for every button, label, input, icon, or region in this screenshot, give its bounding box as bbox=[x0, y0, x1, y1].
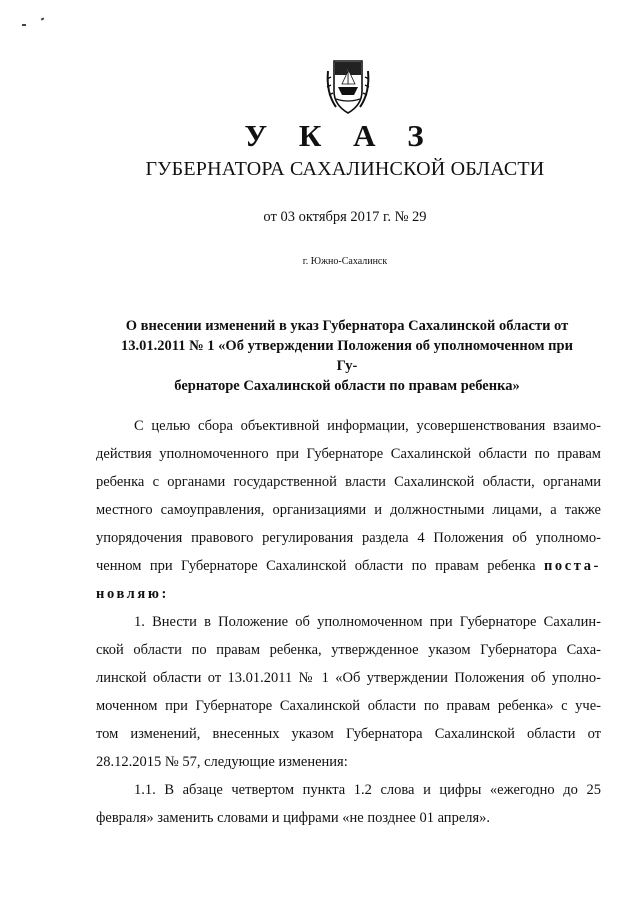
body-line: том изменений, внесенных указом Губернатора Сахалинской области от bbox=[96, 726, 601, 742]
body-line: местного самоуправления, организациями и должностными лицами, а также bbox=[96, 502, 601, 518]
body-line-text: ченном при Губернаторе Сахалинской области по правам ребенка bbox=[96, 558, 544, 574]
body-line: моченном при Губернаторе Сахалинской области по правам ребенка» с уче- bbox=[96, 698, 601, 714]
body-line: действия уполномоченного при Губернаторе Сахалинской области по правам bbox=[96, 446, 601, 462]
heading-line: бернаторе Сахалинской области по правам ребенка» bbox=[174, 378, 520, 394]
scan-speck bbox=[41, 17, 45, 20]
document-city: г. Южно-Сахалинск bbox=[302, 256, 388, 267]
document-subtitle: ГУБЕРНАТОРА САХАЛИНСКОЙ ОБЛАСТИ bbox=[145, 158, 545, 180]
body-line: 1.1. В абзаце четвертом пункта 1.2 слова и цифры «ежегодно до 25 bbox=[134, 782, 601, 798]
resolution-word: поста- bbox=[543, 558, 601, 574]
document-title: У К А З bbox=[244, 118, 436, 153]
resolution-word-end: новляю: bbox=[96, 586, 169, 602]
body-line: 28.12.2015 № 57, следующие изменения: bbox=[96, 754, 348, 770]
body-line: февраля» заменить словами и цифрами «не позднее 01 апреля». bbox=[96, 810, 491, 826]
heading-line: 13.01.2011 № 1 «Об утверждении Положения об уполномоченном при Гу- bbox=[121, 338, 573, 374]
body-line: ской области по правам ребенка, утвержденное указом Губернатора Саха- bbox=[96, 642, 601, 658]
body-line bbox=[96, 557, 601, 575]
scan-speck bbox=[22, 24, 26, 26]
body-line: 1. Внести в Положение об уполномоченном при Губернаторе Сахалин- bbox=[134, 614, 601, 630]
body-line: линской области от 13.01.2011 № 1 «Об утверждении Положения об уполно- bbox=[96, 670, 601, 686]
body-line: С целью сбора объективной информации, усовершенствования взаимо- bbox=[134, 418, 601, 434]
body-line: упорядочения правового регулирования раздела 4 Положения об уполномо- bbox=[96, 530, 601, 546]
decree-heading bbox=[120, 316, 574, 396]
heading-line: О внесении изменений в указ Губернатора Сахалинской области от bbox=[125, 318, 569, 334]
body-line: ребенка с органами государственной власти Сахалинской области, органами bbox=[96, 474, 601, 490]
document-date-number: от 03 октября 2017 г. № 29 bbox=[263, 209, 427, 225]
coat-of-arms-emblem bbox=[324, 57, 372, 117]
